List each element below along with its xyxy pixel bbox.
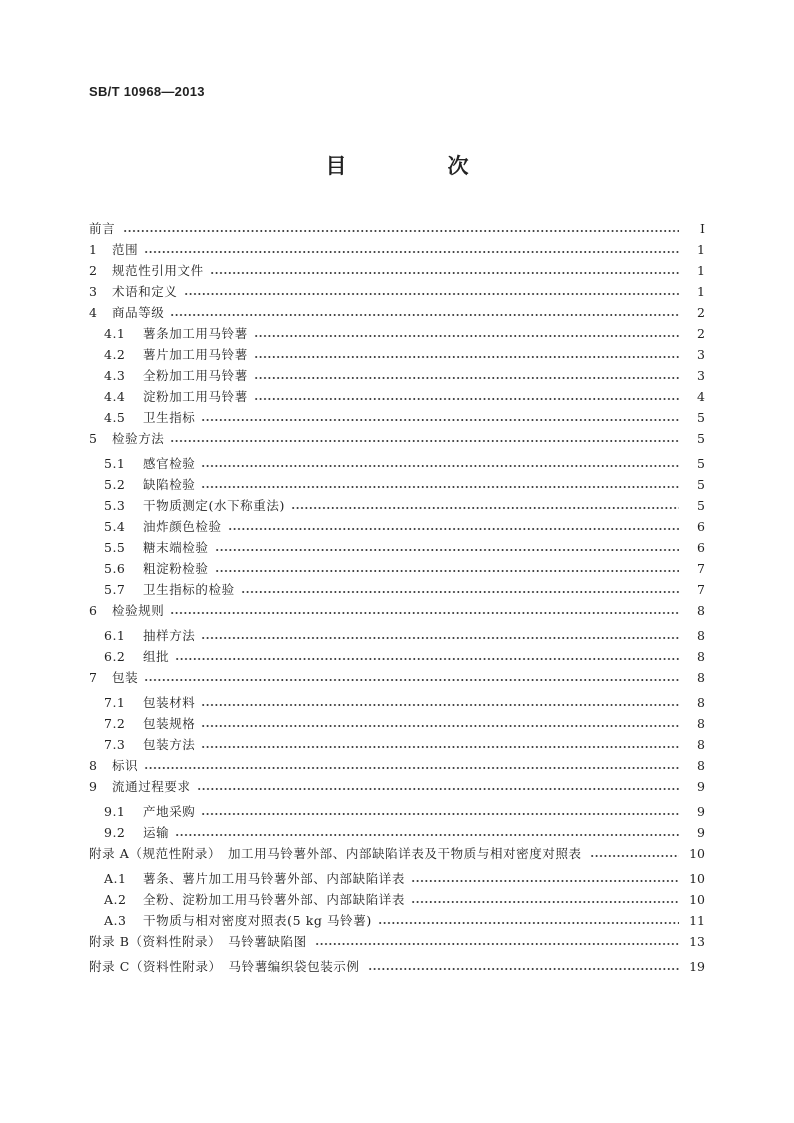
toc-entry-number: 2 — [89, 263, 98, 278]
toc-entry-number: 4.3 — [104, 368, 126, 383]
toc-entry-title: 包装 — [112, 670, 139, 685]
toc-entry-title: 糖末端检验 — [143, 540, 209, 555]
toc-entry-title: 附录 A（规范性附录） 加工用马铃薯外部、内部缺陷详表及干物质与相对密度对照表 — [89, 846, 582, 861]
dot-leader — [201, 724, 679, 728]
toc-entry-page: 10 — [689, 846, 705, 861]
toc-entry-title: 附录 C（资料性附录） 马铃薯编织袋包装示例 — [89, 959, 360, 974]
dot-leader — [590, 854, 679, 858]
dot-leader — [184, 292, 679, 296]
toc-entry[interactable] — [89, 494, 705, 514]
dot-leader — [201, 485, 679, 489]
toc-entry-title: 规范性引用文件 — [112, 263, 204, 278]
toc-entry-number: 5.7 — [104, 582, 126, 597]
toc-entry[interactable] — [89, 754, 705, 774]
toc-entry[interactable] — [89, 666, 705, 686]
toc-entry-number: 9.1 — [104, 804, 126, 819]
toc-entry-page: 6 — [697, 519, 705, 534]
dot-leader — [144, 766, 679, 770]
toc-entry-number: 4.2 — [104, 347, 126, 362]
toc-entry-title: 前言 — [89, 221, 116, 236]
toc-entry[interactable] — [89, 385, 705, 405]
toc-entry-page: Ⅰ — [700, 221, 705, 236]
toc-entry[interactable] — [89, 930, 705, 950]
toc-entry-number: 6.2 — [104, 649, 126, 664]
dot-leader — [215, 569, 679, 573]
toc-entry-title: 包装规格 — [143, 716, 196, 731]
toc-entry-title: 淀粉加工用马铃薯 — [143, 389, 248, 404]
dot-leader — [175, 657, 679, 661]
toc-entry-title: 卫生指标的检验 — [143, 582, 235, 597]
toc-entry[interactable] — [89, 536, 705, 556]
toc-entry-page: 5 — [697, 477, 705, 492]
dot-leader — [197, 787, 679, 791]
toc-entry-title: 感官检验 — [143, 456, 196, 471]
dot-leader — [254, 397, 679, 401]
dot-leader — [254, 355, 679, 359]
dot-leader — [411, 879, 679, 883]
dot-leader — [210, 271, 679, 275]
dot-leader — [170, 313, 679, 317]
toc-entry-number: 6.1 — [104, 628, 126, 643]
dot-leader — [201, 703, 679, 707]
toc-entry-page: 4 — [697, 389, 705, 404]
toc-entry-number: 5.2 — [104, 477, 126, 492]
toc-entry[interactable] — [89, 909, 705, 929]
toc-entry[interactable] — [89, 888, 705, 908]
toc-entry-title: 干物质测定(水下称重法) — [143, 498, 285, 513]
toc-entry-page: 10 — [689, 892, 705, 907]
toc-entry[interactable] — [89, 645, 705, 665]
toc-entry-title: 组批 — [143, 649, 170, 664]
toc-entry[interactable] — [89, 775, 705, 795]
toc-entry-number: 6 — [89, 603, 98, 618]
toc-entry-page: 5 — [697, 431, 705, 446]
toc-entry-number: 4.1 — [104, 326, 126, 341]
toc-entry-title: 抽样方法 — [143, 628, 196, 643]
dot-leader — [201, 745, 679, 749]
toc-entry-title: 包装材料 — [143, 695, 196, 710]
toc-entry-page: 2 — [697, 305, 705, 320]
dot-leader — [201, 418, 679, 422]
dot-leader — [368, 967, 680, 971]
toc-entry-page: 8 — [697, 603, 705, 618]
toc-entry-title: 粗淀粉检验 — [143, 561, 209, 576]
toc-entry-title: 范围 — [112, 242, 139, 257]
toc-entry-number: 9 — [89, 779, 98, 794]
toc-entry-page: 19 — [689, 959, 705, 974]
dot-leader — [123, 229, 679, 233]
toc-entry[interactable] — [89, 800, 705, 820]
toc-entry-title: 附录 B（资料性附录） 马铃薯缺陷图 — [89, 934, 307, 949]
toc-entry-page: 5 — [697, 456, 705, 471]
dot-leader — [254, 376, 679, 380]
dot-leader — [228, 527, 679, 531]
toc-entry-page: 1 — [697, 263, 705, 278]
toc-entry[interactable] — [89, 691, 705, 711]
toc-entry-page: 3 — [697, 347, 705, 362]
toc-entry-number: 5.3 — [104, 498, 126, 513]
toc-entry-title: 术语和定义 — [112, 284, 178, 299]
toc-entry-number: 1 — [89, 242, 98, 257]
toc-entry[interactable] — [89, 364, 705, 384]
toc-entry[interactable] — [89, 280, 705, 300]
toc-entry-page: 9 — [697, 804, 705, 819]
dot-leader — [291, 506, 679, 510]
toc-entry[interactable] — [89, 343, 705, 363]
toc-entry-number: A.3 — [104, 913, 127, 928]
toc-entry-number: 7 — [89, 670, 98, 685]
toc-entry-page: 8 — [697, 670, 705, 685]
toc-entry-number: 7.3 — [104, 737, 126, 752]
toc-entry-number: A.1 — [104, 871, 127, 886]
toc-entry-page: 8 — [697, 758, 705, 773]
dot-leader — [170, 611, 679, 615]
toc-entry-title: 标识 — [112, 758, 139, 773]
toc-entry-page: 1 — [697, 284, 705, 299]
dot-leader — [254, 334, 679, 338]
toc-entry[interactable] — [89, 821, 705, 841]
dot-leader — [241, 590, 679, 594]
toc-entry-page: 9 — [697, 825, 705, 840]
toc-entry-page: 8 — [697, 649, 705, 664]
toc-entry[interactable] — [89, 955, 705, 975]
dot-leader — [175, 833, 679, 837]
toc-entry[interactable] — [89, 624, 705, 644]
toc-entry-number: 3 — [89, 284, 98, 299]
dot-leader — [201, 636, 679, 640]
toc-entry[interactable] — [89, 452, 705, 472]
toc-entry-title: 油炸颜色检验 — [143, 519, 222, 534]
toc-entry-number: 5 — [89, 431, 98, 446]
toc-entry-number: 7.1 — [104, 695, 126, 710]
toc-entry-page: 11 — [689, 913, 705, 928]
toc-entry-title: 缺陷检验 — [143, 477, 196, 492]
toc-entry-title: 卫生指标 — [143, 410, 196, 425]
toc-entry-title: 包装方法 — [143, 737, 196, 752]
toc-entry-number: 5.1 — [104, 456, 126, 471]
toc-entry-number: 9.2 — [104, 825, 126, 840]
dot-leader — [144, 250, 679, 254]
toc-entry-page: 9 — [697, 779, 705, 794]
standard-code: SB/T 10968—2013 — [89, 84, 205, 99]
toc-entry-page: 7 — [697, 582, 705, 597]
toc-entry-page: 2 — [697, 326, 705, 341]
dot-leader — [201, 464, 679, 468]
toc-entry-page: 13 — [689, 934, 705, 949]
dot-leader — [201, 812, 679, 816]
dot-leader — [411, 900, 679, 904]
toc-entry-title: 薯片加工用马铃薯 — [143, 347, 248, 362]
dot-leader — [378, 921, 679, 925]
toc-entry-page: 5 — [697, 498, 705, 513]
toc-entry-number: 5.5 — [104, 540, 126, 555]
toc-entry-page: 3 — [697, 368, 705, 383]
toc-entry[interactable] — [89, 238, 705, 258]
toc-entry-title: 薯条加工用马铃薯 — [143, 326, 248, 341]
toc-entry-number: 4.4 — [104, 389, 126, 404]
toc-entry[interactable] — [89, 557, 705, 577]
toc-entry[interactable] — [89, 842, 705, 862]
toc-entry-title: 干物质与相对密度对照表(5 kg 马铃薯) — [143, 913, 372, 928]
toc-entry-page: 1 — [697, 242, 705, 257]
toc-entry-title: 流通过程要求 — [112, 779, 191, 794]
toc-entry-number: 7.2 — [104, 716, 126, 731]
toc-entry[interactable] — [89, 712, 705, 732]
toc-entry[interactable] — [89, 406, 705, 426]
toc-entry-title: 检验方法 — [112, 431, 165, 446]
toc-entry-number: 4.5 — [104, 410, 126, 425]
toc-entry-page: 6 — [697, 540, 705, 555]
dot-leader — [215, 548, 679, 552]
toc-entry-number: 8 — [89, 758, 98, 773]
toc-entry-title: 运输 — [143, 825, 170, 840]
dot-leader — [144, 678, 679, 682]
toc-entry-number: A.2 — [104, 892, 127, 907]
toc-entry[interactable] — [89, 733, 705, 753]
toc-entry-title: 全粉加工用马铃薯 — [143, 368, 248, 383]
toc-entry[interactable] — [89, 578, 705, 598]
toc-entry[interactable] — [89, 217, 705, 237]
toc-entry-page: 8 — [697, 628, 705, 643]
toc-entry-number: 5.6 — [104, 561, 126, 576]
toc-entry-title: 商品等级 — [112, 305, 165, 320]
dot-leader — [315, 942, 679, 946]
toc-entry[interactable] — [89, 259, 705, 279]
toc-entry-number: 4 — [89, 305, 98, 320]
toc-entry[interactable] — [89, 599, 705, 619]
toc-entry-page: 10 — [689, 871, 705, 886]
toc-entry-number: 5.4 — [104, 519, 126, 534]
toc-entry[interactable] — [89, 427, 705, 447]
toc-entry-page: 7 — [697, 561, 705, 576]
toc-entry-title: 薯条、薯片加工用马铃薯外部、内部缺陷详表 — [143, 871, 406, 886]
toc-entry-page: 8 — [697, 695, 705, 710]
toc-entry-page: 5 — [697, 410, 705, 425]
toc-entry[interactable] — [89, 515, 705, 535]
page-title: 目 次 — [325, 154, 509, 178]
toc-entry-title: 全粉、淀粉加工用马铃薯外部、内部缺陷详表 — [143, 892, 406, 907]
toc-entry[interactable] — [89, 867, 705, 887]
toc-entry[interactable] — [89, 322, 705, 342]
toc-entry[interactable] — [89, 301, 705, 321]
toc-entry-page: 8 — [697, 716, 705, 731]
dot-leader — [170, 439, 679, 443]
toc-entry[interactable] — [89, 473, 705, 493]
toc-entry-title: 产地采购 — [143, 804, 196, 819]
toc-entry-title: 检验规则 — [112, 603, 165, 618]
toc-entry-page: 8 — [697, 737, 705, 752]
